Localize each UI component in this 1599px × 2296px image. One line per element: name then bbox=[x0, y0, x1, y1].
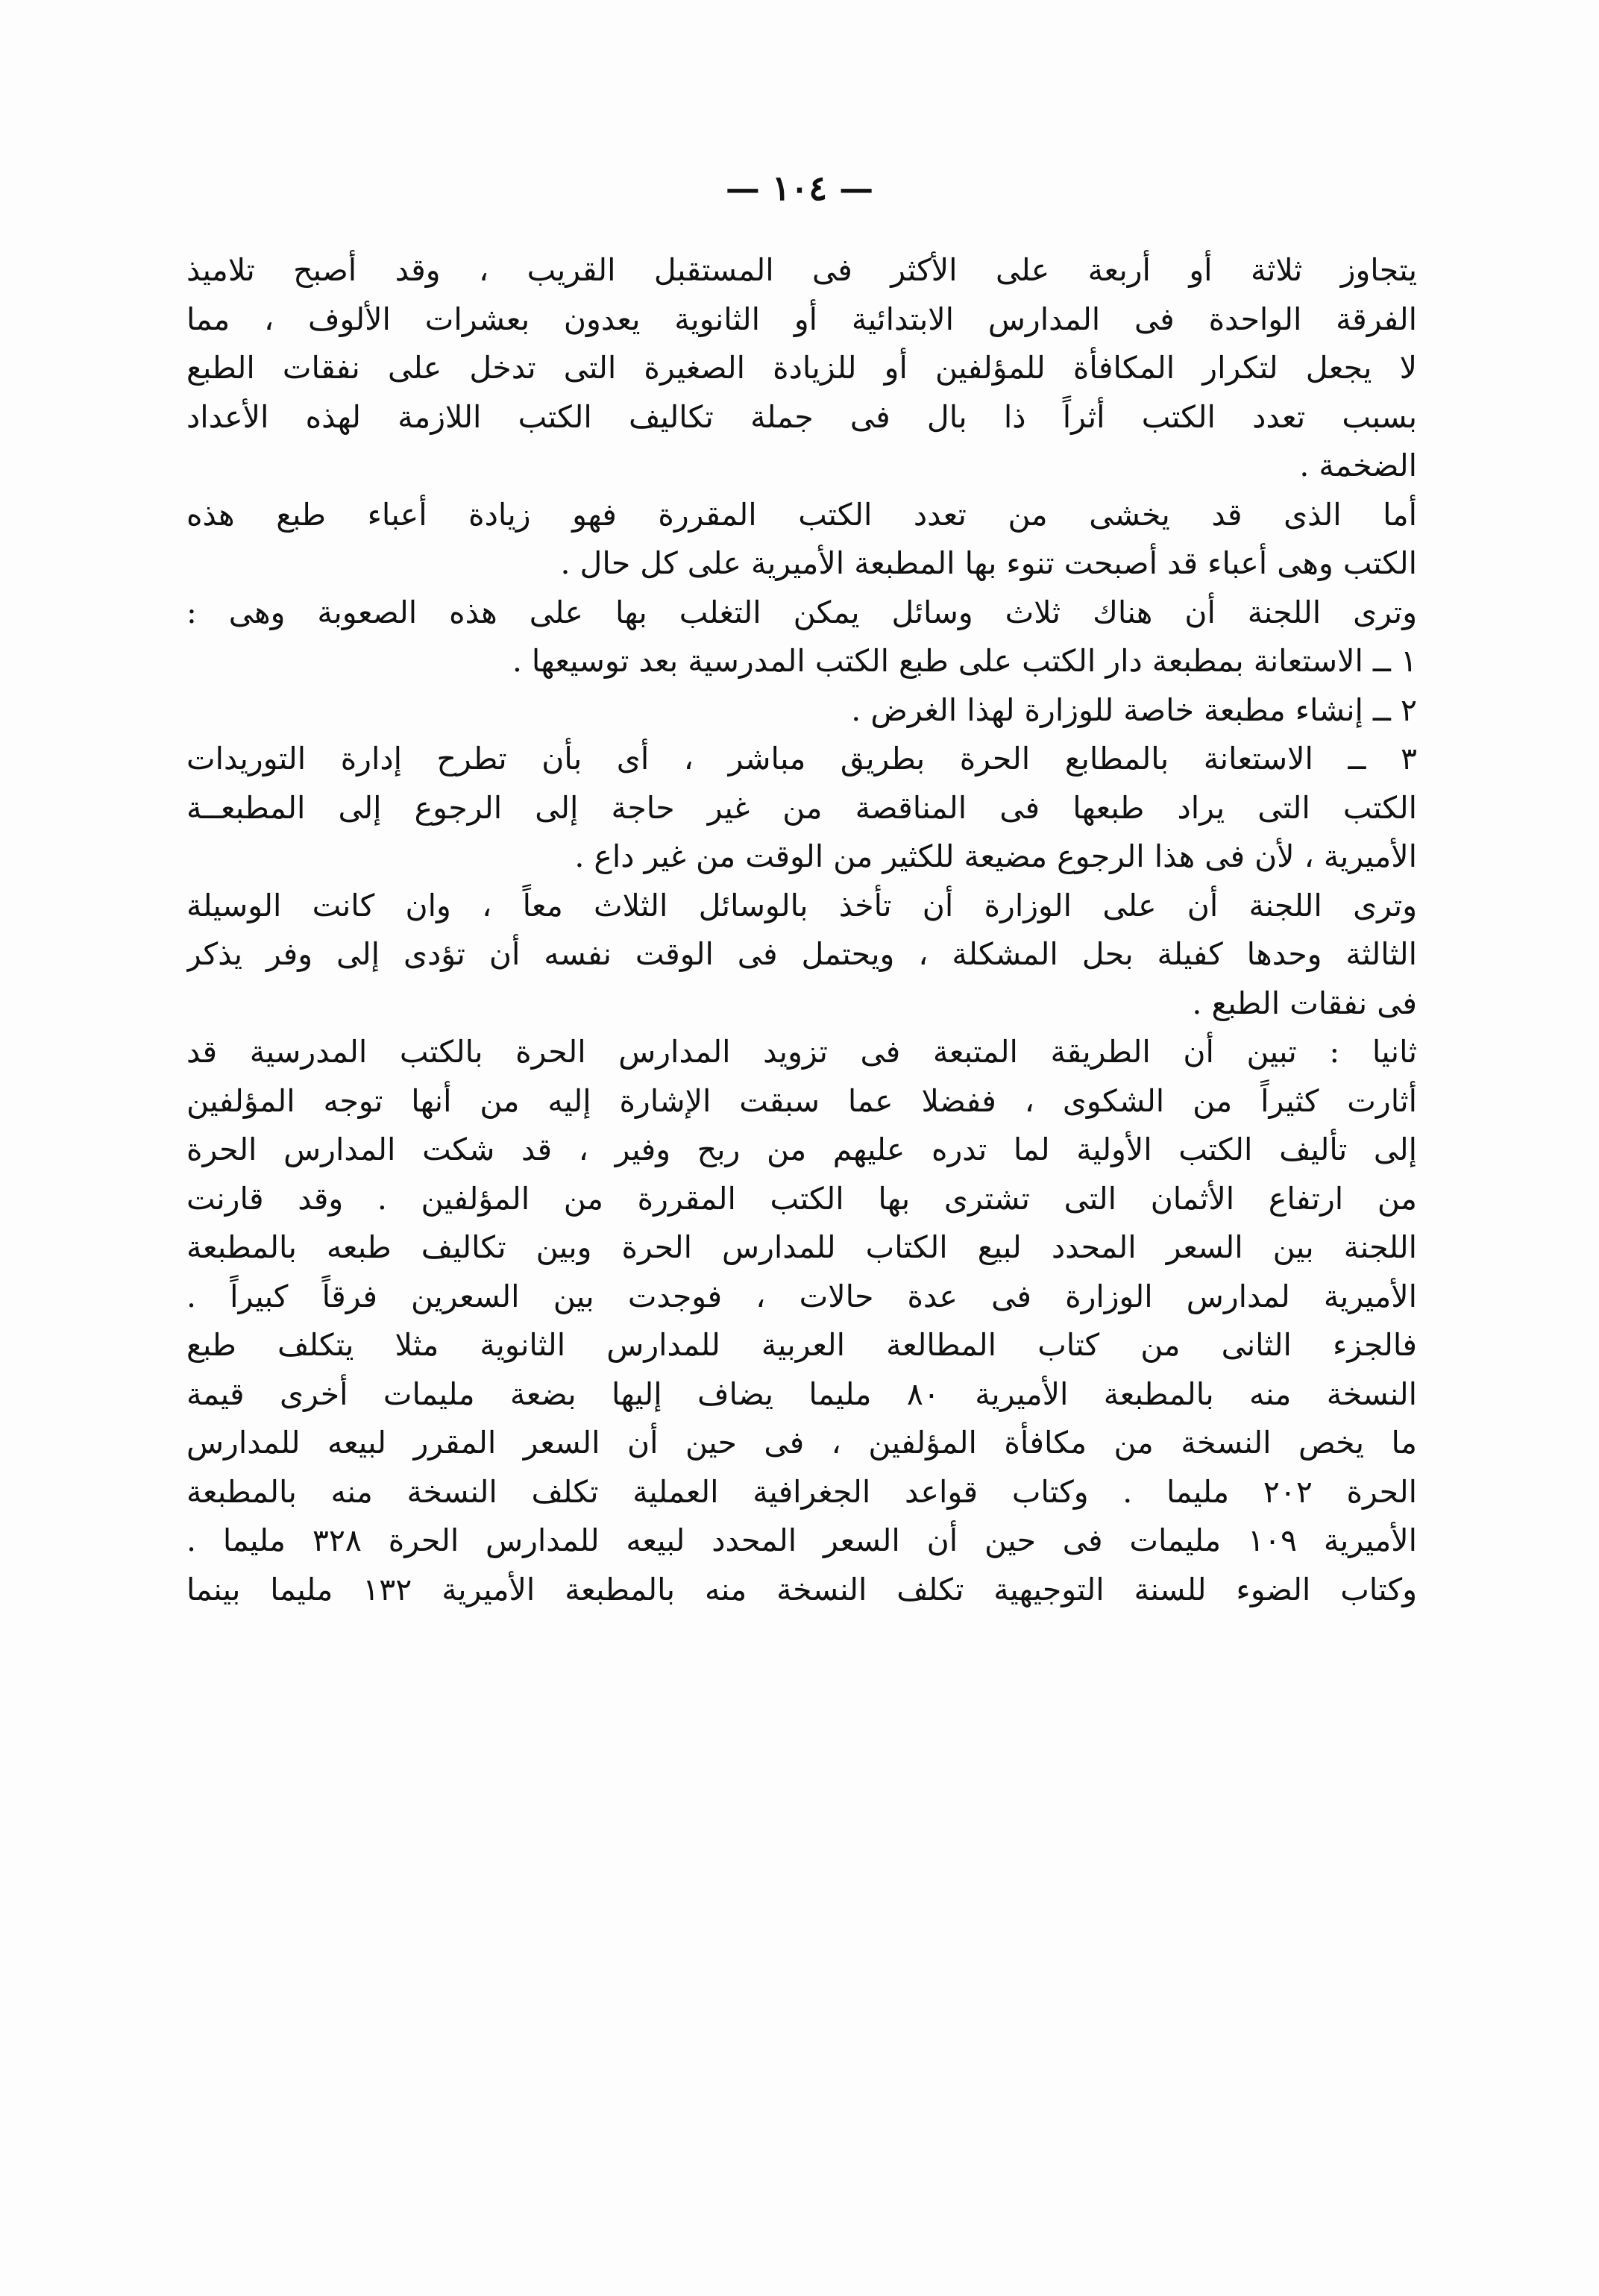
text-line: ٣ ــ الاستعانة بالمطابع الحرة بطريق مباشر ، أى بأن تطرح إدارة التوريدات bbox=[186, 741, 1417, 777]
text-line: ٢ ــ إنشاء مطبعة خاصة للوزارة لهذا الغرض . bbox=[851, 691, 1417, 728]
text-line: ما يخص النسخة من مكافأة المؤلفين ، فى حين أن السعر المقرر لبيعه للمدارس bbox=[186, 1425, 1417, 1461]
text-line: فى نفقات الطبع . bbox=[1192, 985, 1417, 1021]
text-line: ثانيا : تبين أن الطريقة المتبعة فى تزويد المدارس الحرة بالكتب المدرسية قد bbox=[186, 1034, 1417, 1070]
text-line: وترى اللجنة أن هناك ثلاث وسائل يمكن التغلب بها على هذه الصعوبة وهى : bbox=[186, 594, 1417, 630]
text-line: الحرة ٢٠٢ مليما . وكتاب قواعد الجغرافية العملية تكلف النسخة منه بالمطبعة bbox=[186, 1473, 1417, 1510]
text-line: الأميرية لمدارس الوزارة فى عدة حالات ، فوجدت بين السعرين فرقاً كبيراً . bbox=[186, 1278, 1417, 1314]
text-line: الثالثة وحدها كفيلة بحل المشكلة ، ويحتمل فى الوقت نفسه أن تؤدى إلى وفر يذكر bbox=[186, 936, 1417, 972]
text-line: الأميرية ، لأن فى هذا الرجوع مضيعة للكثير من الوقت من غير داع . bbox=[574, 838, 1417, 874]
text-line: إلى تأليف الكتب الأولية لما تدره عليهم من ربح وفير ، قد شكت المدارس الحرة bbox=[186, 1132, 1417, 1167]
text-line: وكتاب الضوء للسنة التوجيهية تكلف النسخة منه بالمطبعة الأميرية ١٣٢ مليما بينما bbox=[186, 1571, 1417, 1607]
text-line: لا يجعل لتكرار المكافأة للمؤلفين أو للزيادة الصغيرة التى تدخل على نفقات الطبع bbox=[186, 350, 1417, 386]
page-number: — ١٠٤ — bbox=[725, 168, 874, 208]
text-line: الكتب وهى أعباء قد أصبحت تنوء بها المطبعة الأميرية على كل حال . bbox=[560, 545, 1417, 581]
text-line: من ارتفاع الأثمان التى تشترى بها الكتب المقررة من المؤلفين . وقد قارنت bbox=[186, 1180, 1417, 1217]
body-text bbox=[186, 246, 1417, 1614]
text-line: وترى اللجنة أن على الوزارة أن تأخذ بالوسائل الثلاث معاً ، وان كانت الوسيلة bbox=[186, 887, 1417, 923]
text-line: ١ ــ الاستعانة بمطبعة دار الكتب على طبع الكتب المدرسية بعد توسيعها . bbox=[512, 643, 1417, 679]
text-line: الفرقة الواحدة فى المدارس الابتدائية أو الثانوية يعدون بعشرات الألوف ، مما bbox=[186, 301, 1417, 337]
text-line: الكتب التى يراد طبعها فى المناقصة من غير حاجة إلى الرجوع إلى المطبعــة bbox=[186, 789, 1417, 826]
text-line: يتجاوز ثلاثة أو أربعة على الأكثر فى المستقبل القريب ، وقد أصبح تلاميذ bbox=[186, 252, 1417, 288]
text-line: الضخمة . bbox=[1299, 448, 1417, 483]
text-line: فالجزء الثانى من كتاب المطالعة العربية للمدارس الثانوية مثلا يتكلف طبع bbox=[186, 1327, 1417, 1363]
text-line: النسخة منه بالمطبعة الأميرية ٨٠ مليما يضاف إليها بضعة مليمات أخرى قيمة bbox=[186, 1376, 1417, 1412]
text-line: أثارت كثيراً من الشكوى ، ففضلا عما سبقت الإشارة إليه من أنها توجه المؤلفين bbox=[186, 1082, 1417, 1119]
text-line: الأميرية ١٠٩ مليمات فى حين أن السعر المحدد لبيعه للمدارس الحرة ٣٢٨ مليما . bbox=[186, 1522, 1417, 1558]
text-line: اللجنة بين السعر المحدد لبيع الكتاب للمدارس الحرة وبين تكاليف طبعه بالمطبعة bbox=[186, 1229, 1417, 1265]
text-line: أما الذى قد يخشى من تعدد الكتب المقررة فهو زيادة أعباء طبع هذه bbox=[186, 496, 1417, 533]
text-line: بسبب تعدد الكتب أثراً ذا بال فى جملة تكاليف الكتب اللازمة لهذه الأعداد bbox=[186, 398, 1417, 435]
